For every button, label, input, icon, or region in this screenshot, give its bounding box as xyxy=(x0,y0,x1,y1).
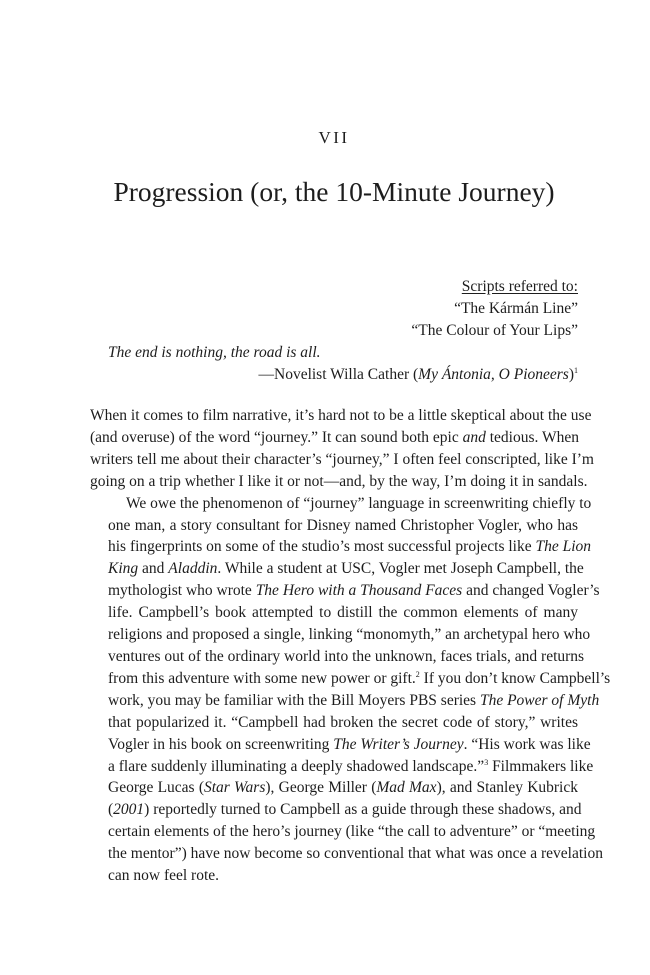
text-run: and xyxy=(138,560,169,578)
italic-run: The Lion xyxy=(535,538,592,556)
italic-run: Aladdin xyxy=(168,560,218,578)
text-line xyxy=(90,515,578,537)
text-run: ), and Stanley Kubrick xyxy=(436,779,578,797)
text-line xyxy=(90,493,592,515)
text-run: . “His work was like xyxy=(463,735,591,753)
text-line xyxy=(90,624,591,646)
text-line xyxy=(90,843,603,865)
italic-run: King xyxy=(108,560,139,578)
text-line xyxy=(90,756,594,778)
text-run: We owe the phenomenon of “journey” language in screenwriting chiefly to xyxy=(126,494,592,512)
text-run: certain elements of the hero’s journey (like “the call to adventure” or “meeting xyxy=(108,823,596,841)
text-run: George Lucas ( xyxy=(108,779,204,797)
text-line xyxy=(90,821,596,843)
text-run: ( xyxy=(108,801,114,819)
scripts-referred-block xyxy=(411,276,578,342)
text-run: ), George Miller ( xyxy=(265,779,377,797)
text-run: religions and proposed a single, linking “monomyth,” an archetypal hero who xyxy=(108,626,591,644)
scripts-heading: Scripts referred to: xyxy=(461,278,578,295)
italic-run: The Hero with a Thousand Faces xyxy=(255,582,463,600)
text-run: . While a student at USC, Vogler met Joseph Campbell, the xyxy=(217,560,584,578)
italic-run: and xyxy=(462,428,486,446)
footnote-marker: 2 xyxy=(415,669,420,679)
text-run: from this adventure with some new power or gift. xyxy=(108,669,416,687)
text-run: the mentor”) have now become so conventional that what was once a revelation xyxy=(108,845,603,863)
script-title: “The Kármán Line” xyxy=(454,300,578,317)
paragraph-1 xyxy=(90,405,594,493)
text-run: When it comes to film narrative, it’s hard not to be a little skeptical about the use xyxy=(90,407,592,424)
text-line xyxy=(90,449,594,471)
text-line xyxy=(90,712,578,734)
text-line xyxy=(90,602,578,624)
text-line xyxy=(90,471,588,493)
text-run: ) reportedly turned to Campbell as a guide through these shadows, and xyxy=(144,801,582,819)
footnote-marker: 3 xyxy=(484,757,489,767)
footnote-marker: 1 xyxy=(574,366,578,375)
text-line xyxy=(90,536,592,558)
text-line xyxy=(90,646,585,668)
text-run: work, you may be familiar with the Bill Moyers PBS series xyxy=(108,691,480,709)
text-run: mythologist who wrote xyxy=(108,582,256,600)
text-line xyxy=(90,558,584,580)
italic-run: The Writer’s Journey xyxy=(333,735,464,753)
text-run: one man, a story consultant for Disney named Christopher Vogler, who has xyxy=(108,516,578,534)
text-run: going on a trip whether I like it or not—and, by the way, I’m doing it in sandals. xyxy=(90,472,588,490)
italic-run: Mad Max xyxy=(376,779,437,797)
text-run: can now feel rote. xyxy=(108,867,220,885)
text-run: Vogler in his book on screenwriting xyxy=(108,735,334,753)
text-run: Filmmakers like xyxy=(488,757,594,775)
italic-run: Star Wars xyxy=(203,779,266,797)
text-line xyxy=(90,690,600,712)
text-line xyxy=(90,427,578,449)
attribution-prefix: —Novelist Willa Cather ( xyxy=(258,366,419,383)
text-run: tedious. When xyxy=(485,428,579,446)
text-run: his fingerprints on some of the studio’s most successful projects like xyxy=(108,538,536,556)
text-line xyxy=(90,865,578,887)
text-run: ventures out of the ordinary world into the unknown, faces trials, and returns xyxy=(108,647,585,665)
text-line xyxy=(90,799,582,821)
body-text xyxy=(90,405,611,887)
attribution-suffix: ) xyxy=(568,366,574,383)
chapter-title: Progression (or, the 10-Minute Journey) xyxy=(113,176,555,207)
chapter-number: VII xyxy=(318,128,350,147)
text-run: a flare suddenly illuminating a deeply shadowed landscape.” xyxy=(108,757,485,775)
epigraph-quote: The end is nothing, the road is all. xyxy=(108,344,321,361)
paragraph-2 xyxy=(90,493,611,887)
text-run: If you don’t know Campbell’s xyxy=(419,669,611,687)
attribution-works: My Ántonia, O Pioneers xyxy=(418,366,569,383)
italic-run: 2001 xyxy=(113,801,145,819)
text-line xyxy=(90,734,591,756)
text-run: writers tell me about their character’s “journey,” I often feel conscripted, like I’m xyxy=(90,450,594,468)
text-line xyxy=(90,668,611,690)
text-run: and changed Vogler’s xyxy=(462,582,600,600)
text-line xyxy=(90,580,600,602)
text-run: that popularized it. “Campbell had broken the secret code of story,” writes xyxy=(108,713,578,731)
text-run: (and overuse) of the word “journey.” It can sound both epic xyxy=(90,428,463,446)
text-line xyxy=(90,405,592,427)
epigraph-attribution xyxy=(259,364,579,386)
script-title: “The Colour of Your Lips” xyxy=(411,322,578,339)
text-run: life. Campbell’s book attempted to distill the common elements of many xyxy=(108,604,578,622)
italic-run: The Power of Myth xyxy=(479,691,600,709)
text-line xyxy=(90,777,578,799)
